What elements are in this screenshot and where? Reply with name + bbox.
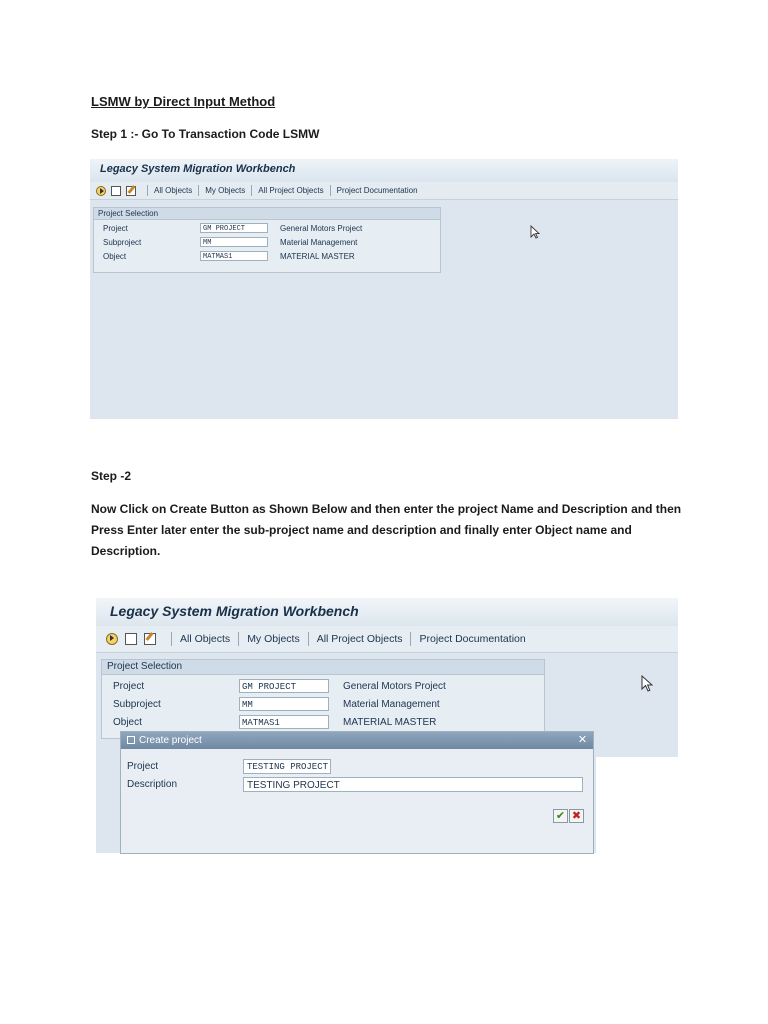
subproject-input[interactable]: MM	[239, 697, 329, 711]
toolbar-separator	[330, 185, 331, 196]
sap-toolbar	[96, 626, 678, 653]
project-documentation-button[interactable]: Project Documentation	[336, 186, 418, 195]
subproject-description: Material Management	[280, 238, 358, 247]
toolbar-separator	[198, 185, 199, 196]
sap-screenshot-1	[90, 159, 678, 419]
execute-icon[interactable]	[96, 186, 106, 196]
create-icon[interactable]	[125, 633, 137, 645]
my-objects-button[interactable]: My Objects	[247, 633, 300, 645]
subproject-description: Material Management	[343, 699, 440, 710]
toolbar-separator	[171, 632, 172, 646]
create-project-dialog	[120, 731, 594, 854]
execute-icon[interactable]	[106, 633, 118, 645]
subproject-input[interactable]: MM	[200, 237, 268, 247]
project-label: Project	[113, 681, 145, 692]
object-description: MATERIAL MASTER	[280, 252, 355, 261]
subproject-label: Subproject	[103, 238, 142, 247]
project-documentation-button[interactable]: Project Documentation	[419, 633, 526, 645]
project-selection-box	[93, 207, 441, 273]
dialog-description-label: Description	[127, 779, 178, 790]
project-selection-header: Project Selection	[102, 660, 544, 675]
create-icon[interactable]	[111, 186, 121, 196]
object-input[interactable]: MATMAS1	[239, 715, 329, 729]
window-icon	[127, 736, 135, 744]
close-icon[interactable]: ✕	[577, 734, 588, 746]
my-objects-button[interactable]: My Objects	[205, 186, 246, 195]
sap-screenshot-2	[96, 598, 678, 854]
sap-title-bar	[96, 598, 678, 627]
sap-title: Legacy System Migration Workbench	[110, 603, 359, 619]
toolbar-separator	[251, 185, 252, 196]
document-title: LSMW by Direct Input Method	[91, 94, 276, 109]
sap-title: Legacy System Migration Workbench	[100, 163, 296, 175]
project-selection-header: Project Selection	[94, 208, 440, 220]
step1-heading: Step 1 :- Go To Transaction Code LSMW	[91, 127, 320, 141]
toolbar-separator	[410, 632, 411, 646]
project-input[interactable]: GM PROJECT	[200, 223, 268, 233]
object-description: MATERIAL MASTER	[343, 717, 437, 728]
dialog-title: Create project	[139, 735, 202, 746]
all-objects-button[interactable]: All Objects	[154, 186, 193, 195]
project-input[interactable]: GM PROJECT	[239, 679, 329, 693]
edit-icon[interactable]	[144, 633, 156, 645]
project-description: General Motors Project	[343, 681, 446, 692]
sap-title-bar	[90, 159, 678, 183]
toolbar-separator	[147, 185, 148, 196]
toolbar-separator	[238, 632, 239, 646]
dialog-project-label: Project	[127, 761, 159, 772]
step2-heading: Step -2	[91, 469, 132, 483]
project-description: General Motors Project	[280, 224, 363, 233]
confirm-check-icon[interactable]: ✔	[553, 809, 568, 823]
edit-icon[interactable]	[126, 186, 136, 196]
subproject-label: Subproject	[113, 699, 161, 710]
dialog-project-input[interactable]: TESTING PROJECT	[243, 759, 331, 774]
all-objects-button[interactable]: All Objects	[180, 633, 231, 645]
all-project-objects-button[interactable]: All Project Objects	[316, 633, 403, 645]
sap-body-right	[596, 653, 678, 757]
object-input[interactable]: MATMAS1	[200, 251, 268, 261]
all-project-objects-button[interactable]: All Project Objects	[258, 186, 324, 195]
sap-toolbar	[90, 182, 678, 200]
project-label: Project	[103, 224, 128, 233]
cancel-x-icon[interactable]: ✖	[569, 809, 584, 823]
dialog-description-input[interactable]: TESTING PROJECT	[243, 777, 583, 792]
project-selection-box	[101, 659, 545, 739]
object-label: Object	[113, 717, 142, 728]
step2-description: Now Click on Create Button as Shown Below and then enter the project Name and Description and then Press Enter later enter the sub-project name and description and finally enter Object name and Description.	[91, 502, 682, 558]
object-label: Object	[103, 252, 127, 261]
dialog-title-bar	[121, 732, 593, 749]
toolbar-separator	[308, 632, 309, 646]
